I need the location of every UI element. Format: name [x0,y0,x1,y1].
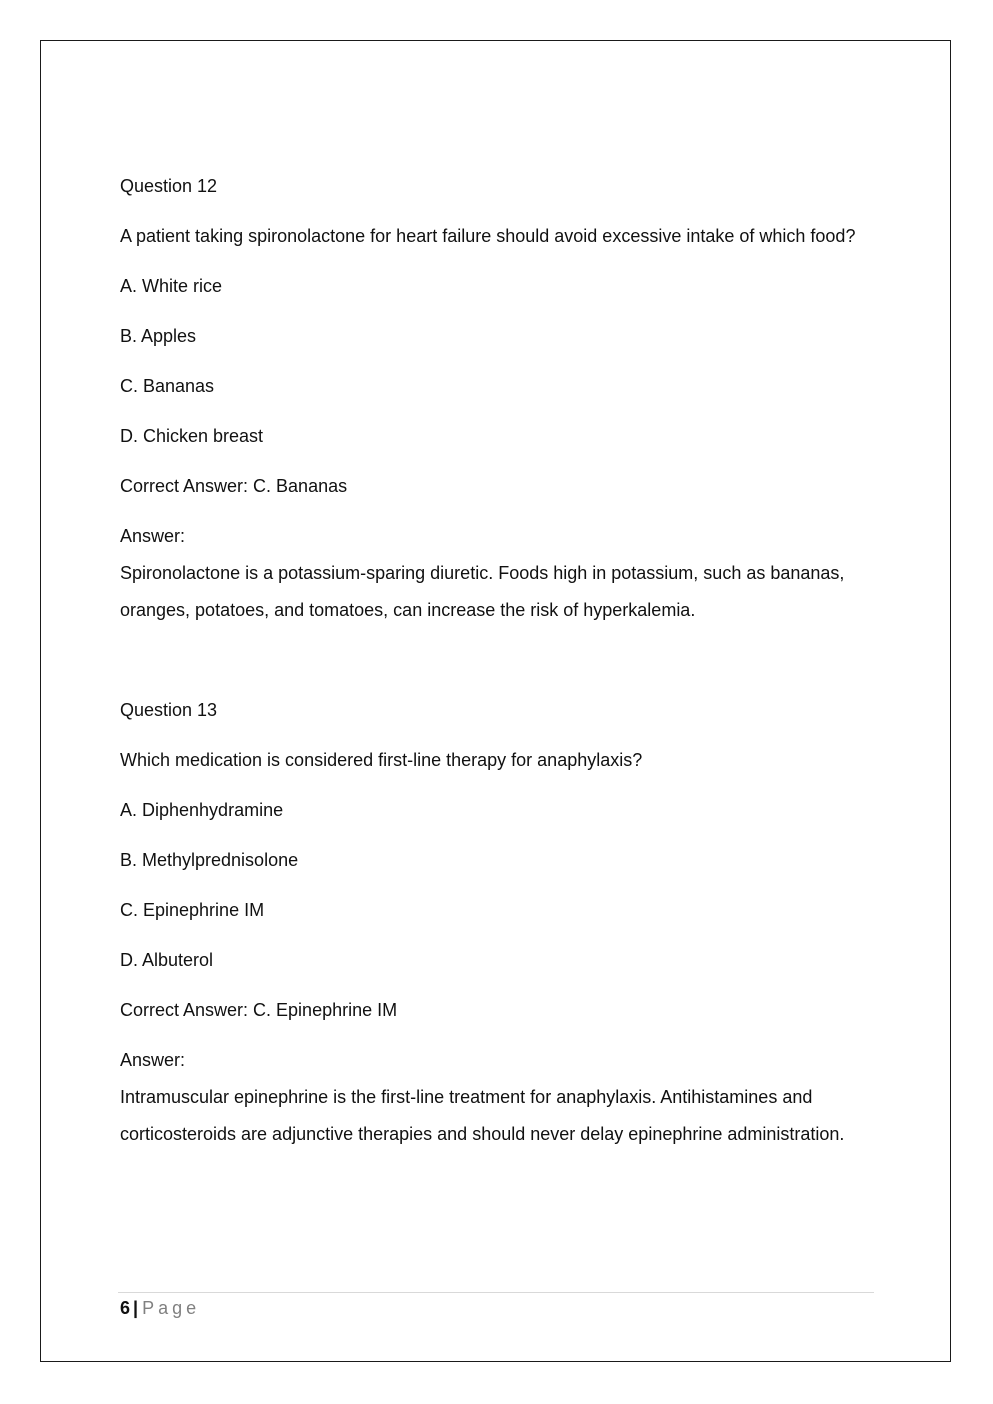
answer-label: Answer: [120,1050,186,1070]
option-a: A. White rice [120,276,223,296]
option-b: B. Methylprednisolone [120,850,299,870]
option-c: C. Epinephrine IM [120,900,265,920]
question-title: Question 12 [120,176,218,196]
option-d: D. Chicken breast [120,426,264,446]
answer-explanation: Intramuscular epinephrine is the first-line treatment for anaphylaxis. Antihistamines and corticosteroids are adjunctive therapies and should never delay epinephrine administration. [120,1087,845,1144]
option-b: B. Apples [120,326,197,346]
footer-divider [118,1292,874,1293]
option-a: A. Diphenhydramine [120,800,284,820]
page-footer [120,1296,200,1320]
section-gap [120,629,870,692]
question-block-12 [120,168,870,629]
page-number: 6 [120,1298,131,1318]
question-title: Question 13 [120,700,218,720]
answer-explanation: Spironolactone is a potassium-sparing diuretic. Foods high in potassium, such as bananas, oranges, potatoes, and tomatoes, can increase the risk of hyperkalemia. [120,563,845,620]
option-c: C. Bananas [120,376,215,396]
footer-separator: | [133,1298,139,1318]
question-text: Which medication is considered first-line therapy for anaphylaxis? [120,750,643,770]
question-text: A patient taking spironolactone for heart failure should avoid excessive intake of which food? [120,226,856,246]
correct-answer: Correct Answer: C. Epinephrine IM [120,1000,398,1020]
option-d: D. Albuterol [120,950,214,970]
correct-answer: Correct Answer: C. Bananas [120,476,348,496]
question-block-13 [120,692,870,1153]
answer-label: Answer: [120,526,186,546]
document-body [120,168,870,1153]
page-label: Page [142,1298,201,1318]
